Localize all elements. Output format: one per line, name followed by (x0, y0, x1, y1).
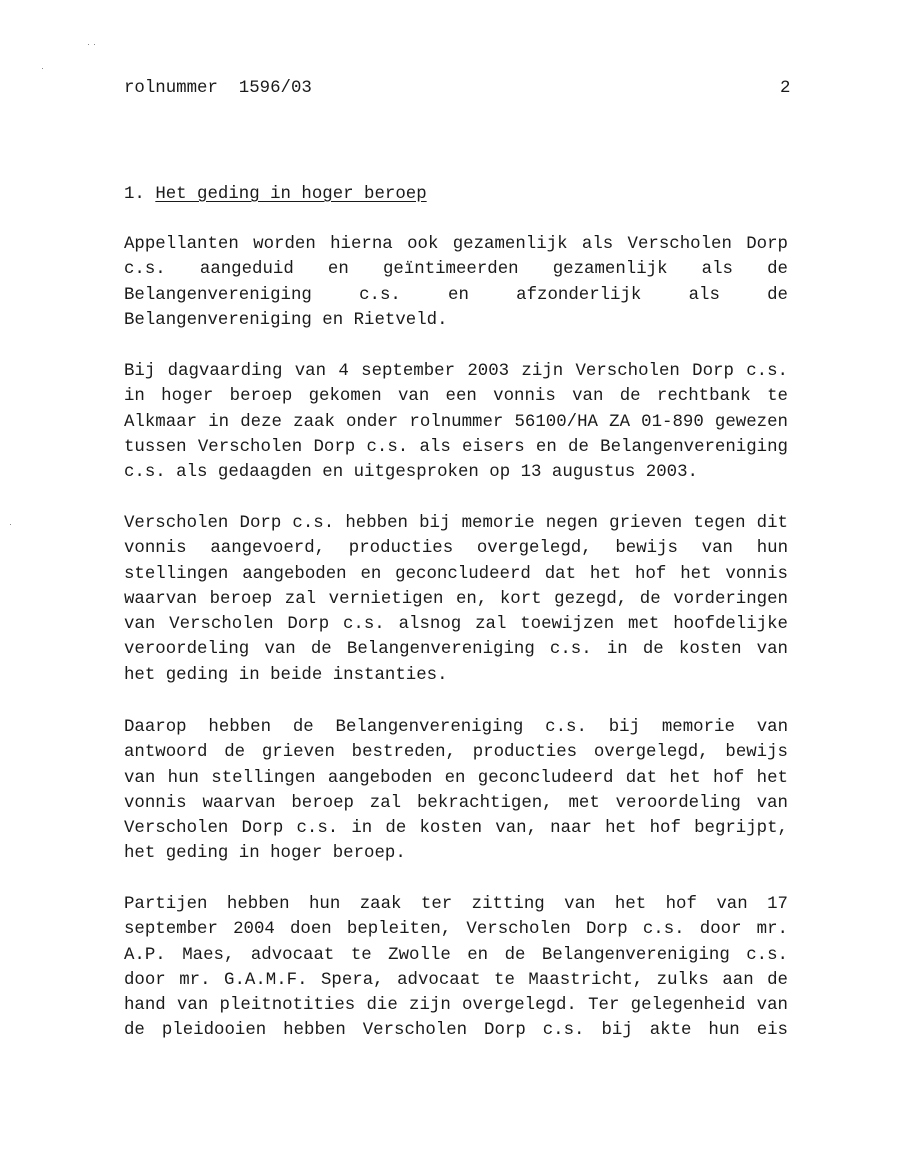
text-line: het geding in beide instanties. (124, 665, 448, 685)
text-line: antwoord de grieven bestreden, producties overgelegd, bewijs (124, 743, 788, 763)
page-number: 2 (780, 79, 791, 98)
text-line: veroordeling van de Belangenvereniging c.s. in de kosten van (124, 640, 788, 660)
scan-speck (10, 524, 11, 525)
section-heading (124, 182, 427, 207)
text-line: A.P. Maes, advocaat te Zwolle en de Belangenvereniging c.s. (124, 945, 788, 965)
paragraph-party-designations (124, 232, 788, 333)
paragraph-statement-of-appeal (124, 511, 788, 688)
section-number: 1. (124, 185, 145, 204)
text-line: Appellanten worden hierna ook gezamenlijk als Verscholen Dorp (124, 235, 788, 254)
text-line: vonnis waarvan beroep zal bekrachtigen, met veroordeling van (124, 793, 788, 813)
case-number-header: rolnummer 1596/03 (124, 79, 312, 98)
paragraph-pleadings (124, 892, 788, 1044)
text-line: Verscholen Dorp c.s. hebben bij memorie negen grieven tegen dit (124, 514, 788, 533)
text-line: Verscholen Dorp c.s. in de kosten van, naar het hof begrijpt, (124, 819, 788, 839)
text-line: door mr. G.A.M.F. Spera, advocaat te Maastricht, zulks aan de (124, 970, 788, 990)
text-line: van Verscholen Dorp c.s. alsnog zal toewijzen met hoofdelijke (124, 615, 788, 635)
text-line: vonnis aangevoerd, producties overgelegd, bewijs van hun (124, 539, 788, 559)
text-line: hand van pleitnotities die zijn overgelegd. Ter gelegenheid van (124, 996, 788, 1016)
text-line: Daarop hebben de Belangenvereniging c.s. bij memorie van (124, 718, 788, 737)
text-line: Partijen hebben hun zaak ter zitting van het hof van 17 (124, 895, 788, 914)
text-line: stellingen aangeboden en geconcludeerd dat het hof het vonnis (124, 564, 788, 584)
text-line: van hun stellingen aangeboden en geconcludeerd dat het hof het (124, 768, 788, 788)
paragraph-statement-of-defence (124, 715, 788, 867)
text-line: Belangenvereniging c.s. en afzonderlijk als de (124, 285, 788, 305)
text-line: het geding in hoger beroep. (124, 844, 406, 864)
text-line: Bij dagvaarding van 4 september 2003 zijn Verscholen Dorp c.s. (124, 362, 788, 381)
text-line: in hoger beroep gekomen van een vonnis van de rechtbank te (124, 387, 788, 407)
scan-speck (94, 44, 95, 45)
text-line: de pleidooien hebben Verscholen Dorp c.s. bij akte hun eis (124, 1021, 788, 1041)
text-line: waarvan beroep zal vernietigen en, kort gezegd, de vorderingen (124, 589, 788, 609)
scan-speck (42, 68, 43, 69)
section-title: Het geding in hoger beroep (155, 185, 427, 204)
paragraph-summons (124, 359, 788, 485)
text-line: Belangenvereniging en Rietveld. (124, 310, 448, 330)
text-line: tussen Verscholen Dorp c.s. als eisers en de Belangenvereniging (124, 437, 788, 457)
scan-speck (88, 44, 89, 45)
text-line: september 2004 doen bepleiten, Verscholen Dorp c.s. door mr. (124, 920, 788, 940)
text-line: c.s. als gedaagden en uitgesproken op 13 augustus 2003. (124, 463, 698, 483)
text-line: Alkmaar in deze zaak onder rolnummer 56100/HA ZA 01-890 gewezen (124, 412, 788, 432)
text-line: c.s. aangeduid en geïntimeerden gezamenlijk als de (124, 260, 788, 280)
